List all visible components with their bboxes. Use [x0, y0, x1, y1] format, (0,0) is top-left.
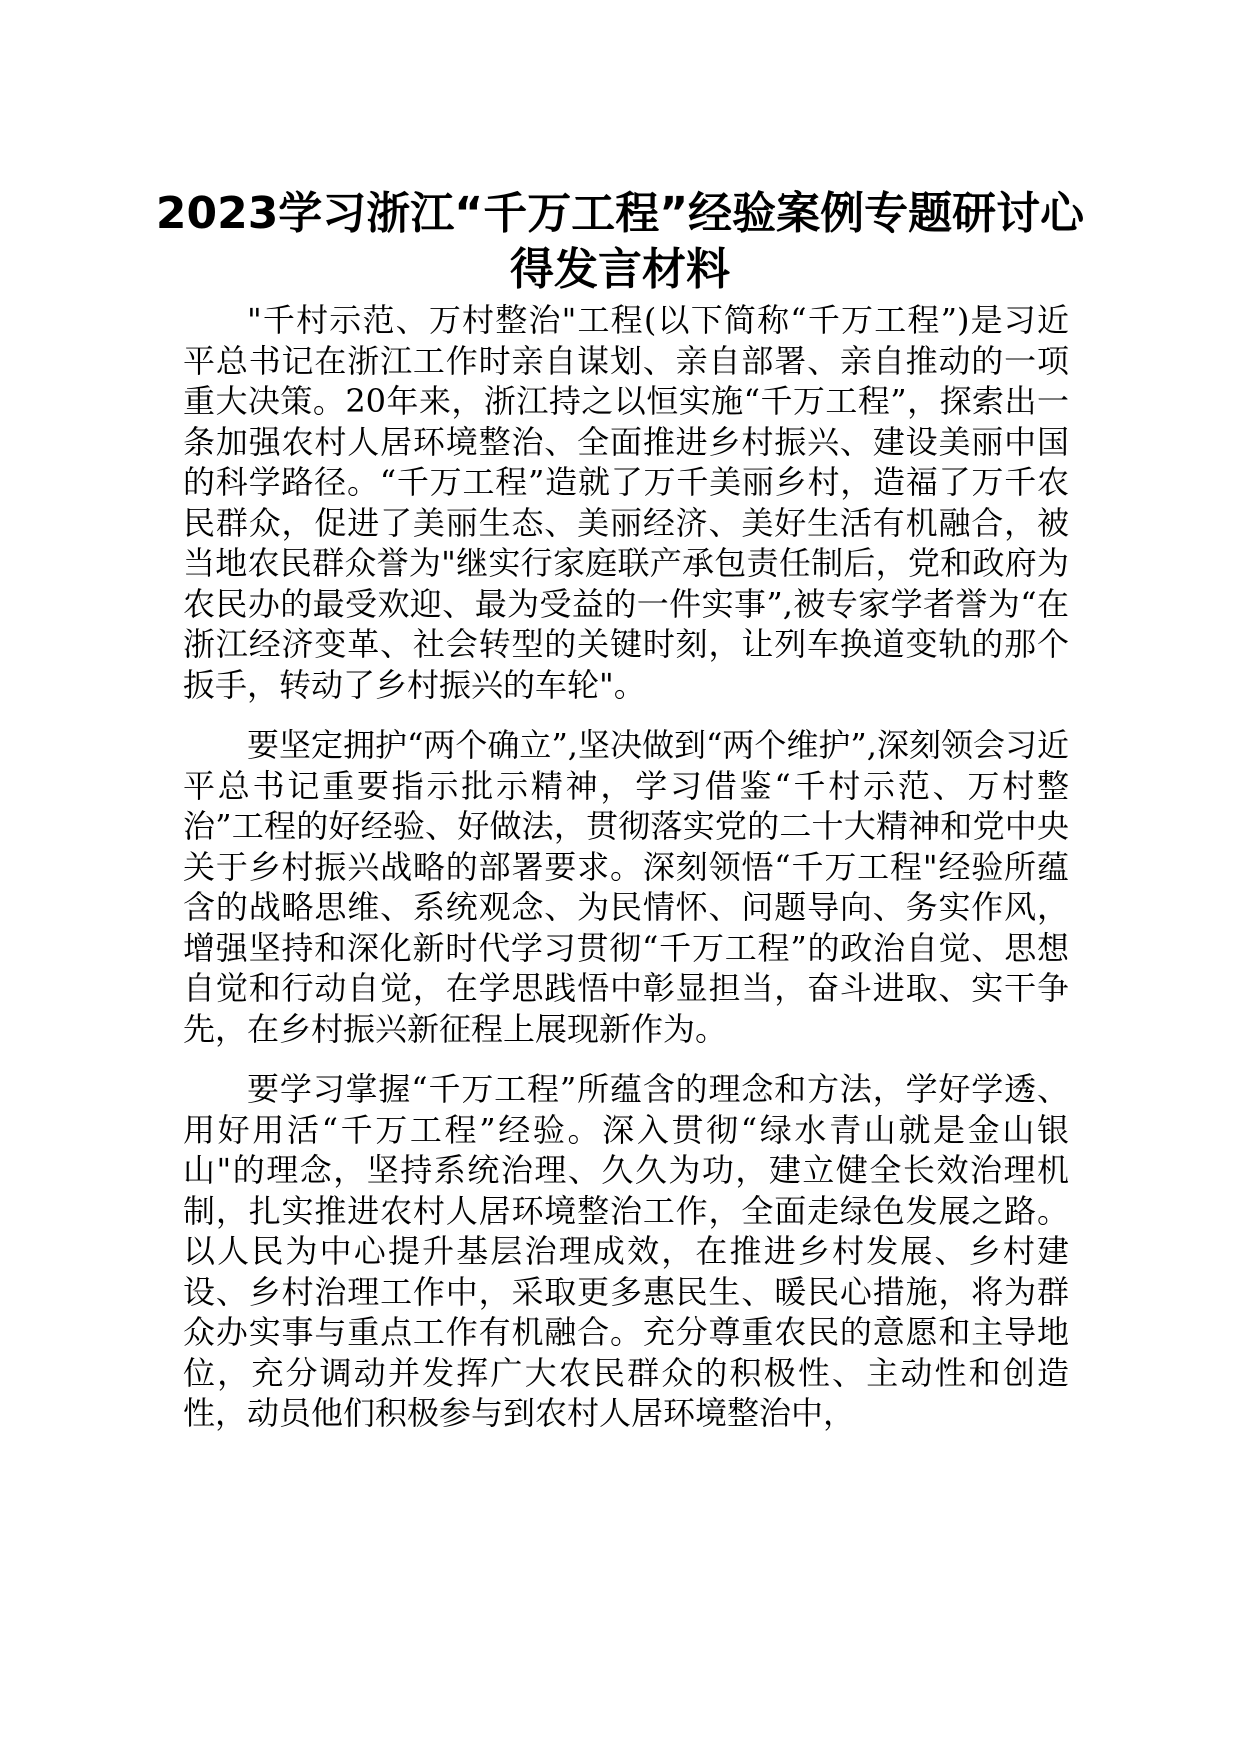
- paragraph-2: 要坚定拥护“两个确立”,坚决做到“两个维护”,深刻领会习近平总书记重要指示批示精神，学习借鉴“千村示范、万村整治”工程的好经验、好做法，贯彻落实党的二十大精神和党中央关于乡村振兴战略的部署要求。深刻领悟“千万工程"经验所蕴含的战略思维、系统观念、为民情怀、问题导向、务实作风，增强坚持和深化新时代学习贯彻“千万工程”的政治自觉、思想自觉和行动自觉，在学思践悟中彰显担当，奋斗进取、实干争先，在乡村振兴新征程上展现新作为。: [183, 726, 1069, 1048]
- paragraph-3: 要学习掌握“千万工程”所蕴含的理念和方法，学好学透、用好用活“千万工程”经验。深入贯彻“绿水青山就是金山银山"的理念，坚持系统治理、久久为功，建立健全长效治理机制，扎实推进农村人居环境整治工作，全面走绿色发展之路。以人民为中心提升基层治理成效，在推进乡村发展、乡村建设、乡村治理工作中，采取更多惠民生、暖民心措施，将为群众办实事与重点工作有机融合。充分尊重农民的意愿和主导地位，充分调动并发挥广大农民群众的积极性、主动性和创造性，动员他们积极参与到农村人居环境整治中，: [183, 1070, 1069, 1432]
- document-title: 2023学习浙江“千万工程”经验案例专题研讨心得发言材料: [155, 188, 1085, 295]
- paragraph-1: "千村示范、万村整治"工程(以下简称“千万工程”)是习近平总书记在浙江工作时亲自谋划、亲自部署、亲自推动的一项重大决策。20年来，浙江持之以恒实施“千万工程”，探索出一条加强农村人居环境整治、全面推进乡村振兴、建设美丽中国的科学路径。“千万工程”造就了万千美丽乡村，造福了万千农民群众，促进了美丽生态、美丽经济、美好生活有机融合，被当地农民群众誉为"继实行家庭联产承包责任制后，党和政府为农民办的最受欢迎、最为受益的一件实事”,被专家学者誉为“在浙江经济变革、社会转型的关键时刻，让列车换道变轨的那个扳手，转动了乡村振兴的车轮"。: [183, 301, 1069, 704]
- document-body: [183, 300, 1069, 1454]
